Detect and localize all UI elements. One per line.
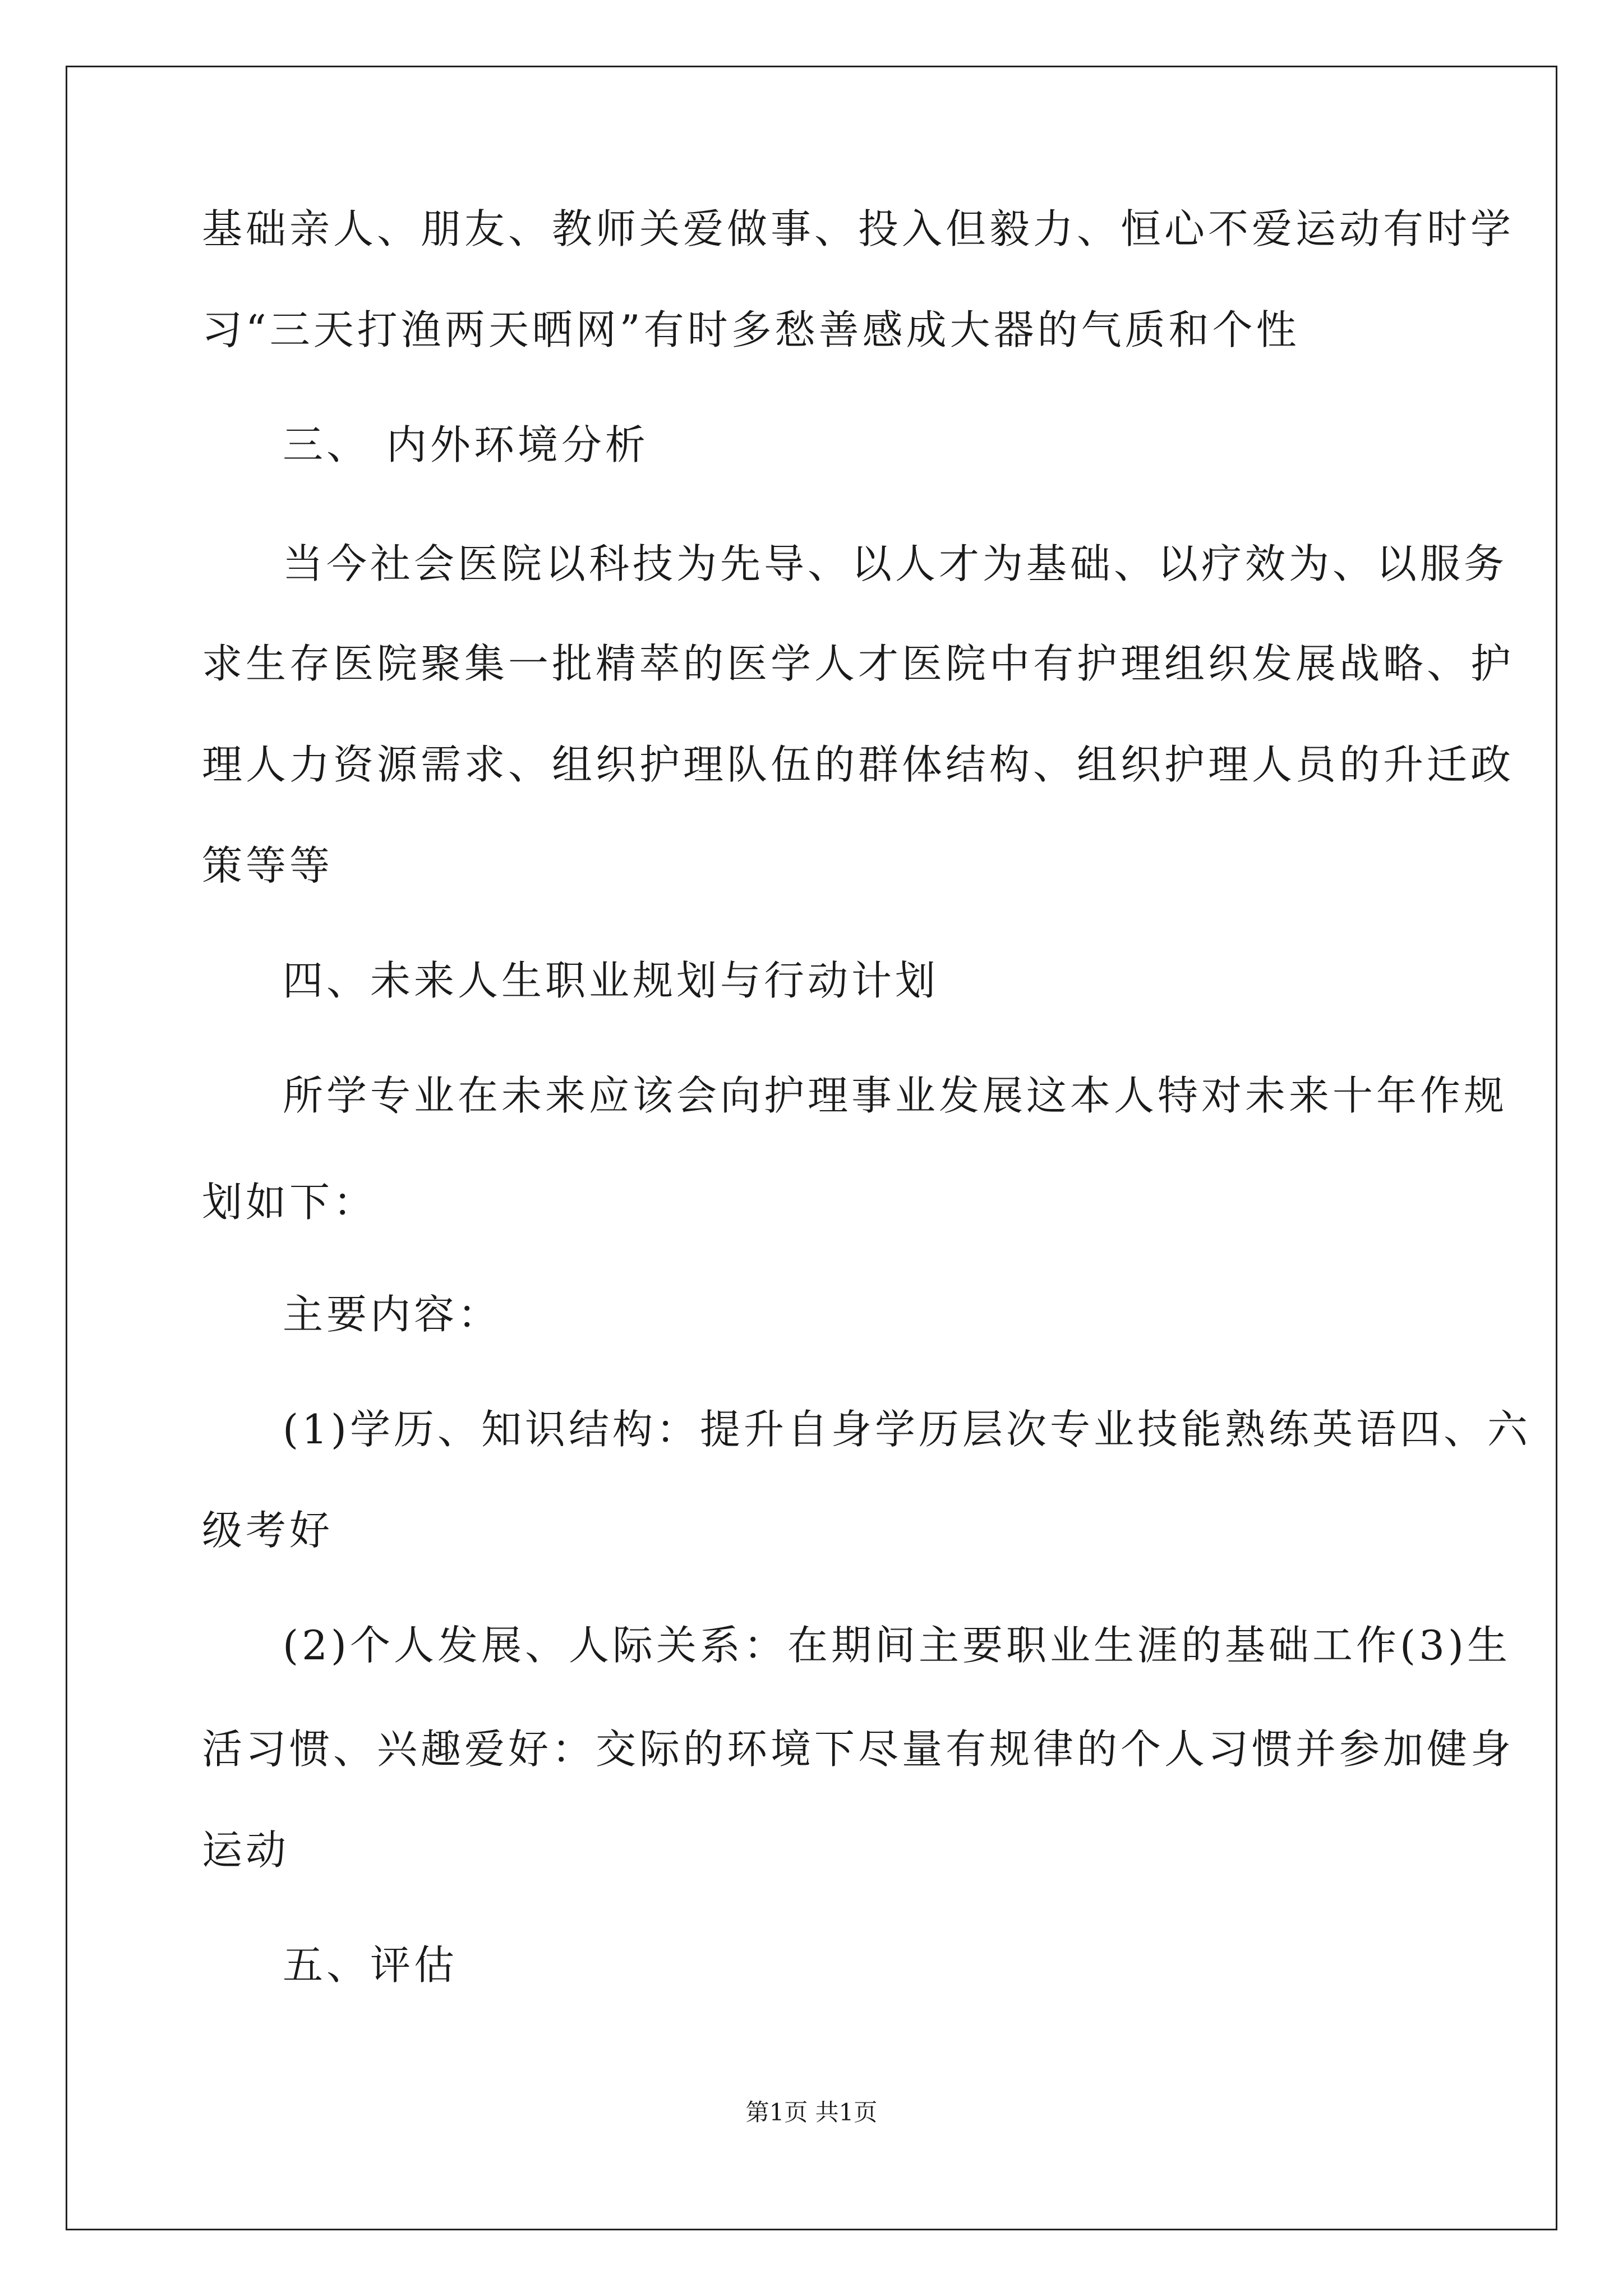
text-line: 所学专业在未来应该会向护理事业发展这本人特对未来十年作规 (283, 1072, 1508, 1119)
text-line: 运动 (202, 1826, 290, 1874)
page-footer: 第1页 共1页 (745, 2099, 878, 2126)
text-line: 求生存医院聚集一批精萃的医学人才医院中有护理组织发展战略、护 (202, 640, 1515, 687)
text-line: 基础亲人、朋友、教师关爱做事、投入但毅力、恒心不爱运动有时学 (202, 205, 1515, 252)
text-line: 主要内容： (283, 1291, 502, 1338)
text-line: 习“三天打渔两天晒网”有时多愁善感成大器的气质和个性 (202, 306, 1300, 353)
page-border (66, 66, 1557, 2230)
text-line: 划如下： (202, 1179, 377, 1226)
text-line: 活习惯、兴趣爱好：交际的环境下尽量有规律的个人习惯并参加健身 (202, 1726, 1515, 1773)
text-line: 理人力资源需求、组织护理队伍的群体结构、组织护理人员的升迁政 (202, 741, 1515, 788)
text-line: (2)个人发展、人际关系：在期间主要职业生涯的基础工作(3)生 (283, 1622, 1511, 1669)
text-line: 当今社会医院以科技为先导、以人才为基础、以疗效为、以服务 (283, 540, 1508, 587)
section-heading: 四、未来人生职业规划与行动计划 (283, 957, 939, 1004)
text-line: 策等等 (202, 842, 334, 889)
section-heading: 五、评估 (283, 1941, 458, 1989)
text-line: 级考好 (202, 1507, 334, 1554)
section-heading: 三、 内外环境分析 (283, 421, 649, 468)
text-line: (1)学历、知识结构：提升自身学历层次专业技能熟练英语四、六 (283, 1406, 1531, 1453)
